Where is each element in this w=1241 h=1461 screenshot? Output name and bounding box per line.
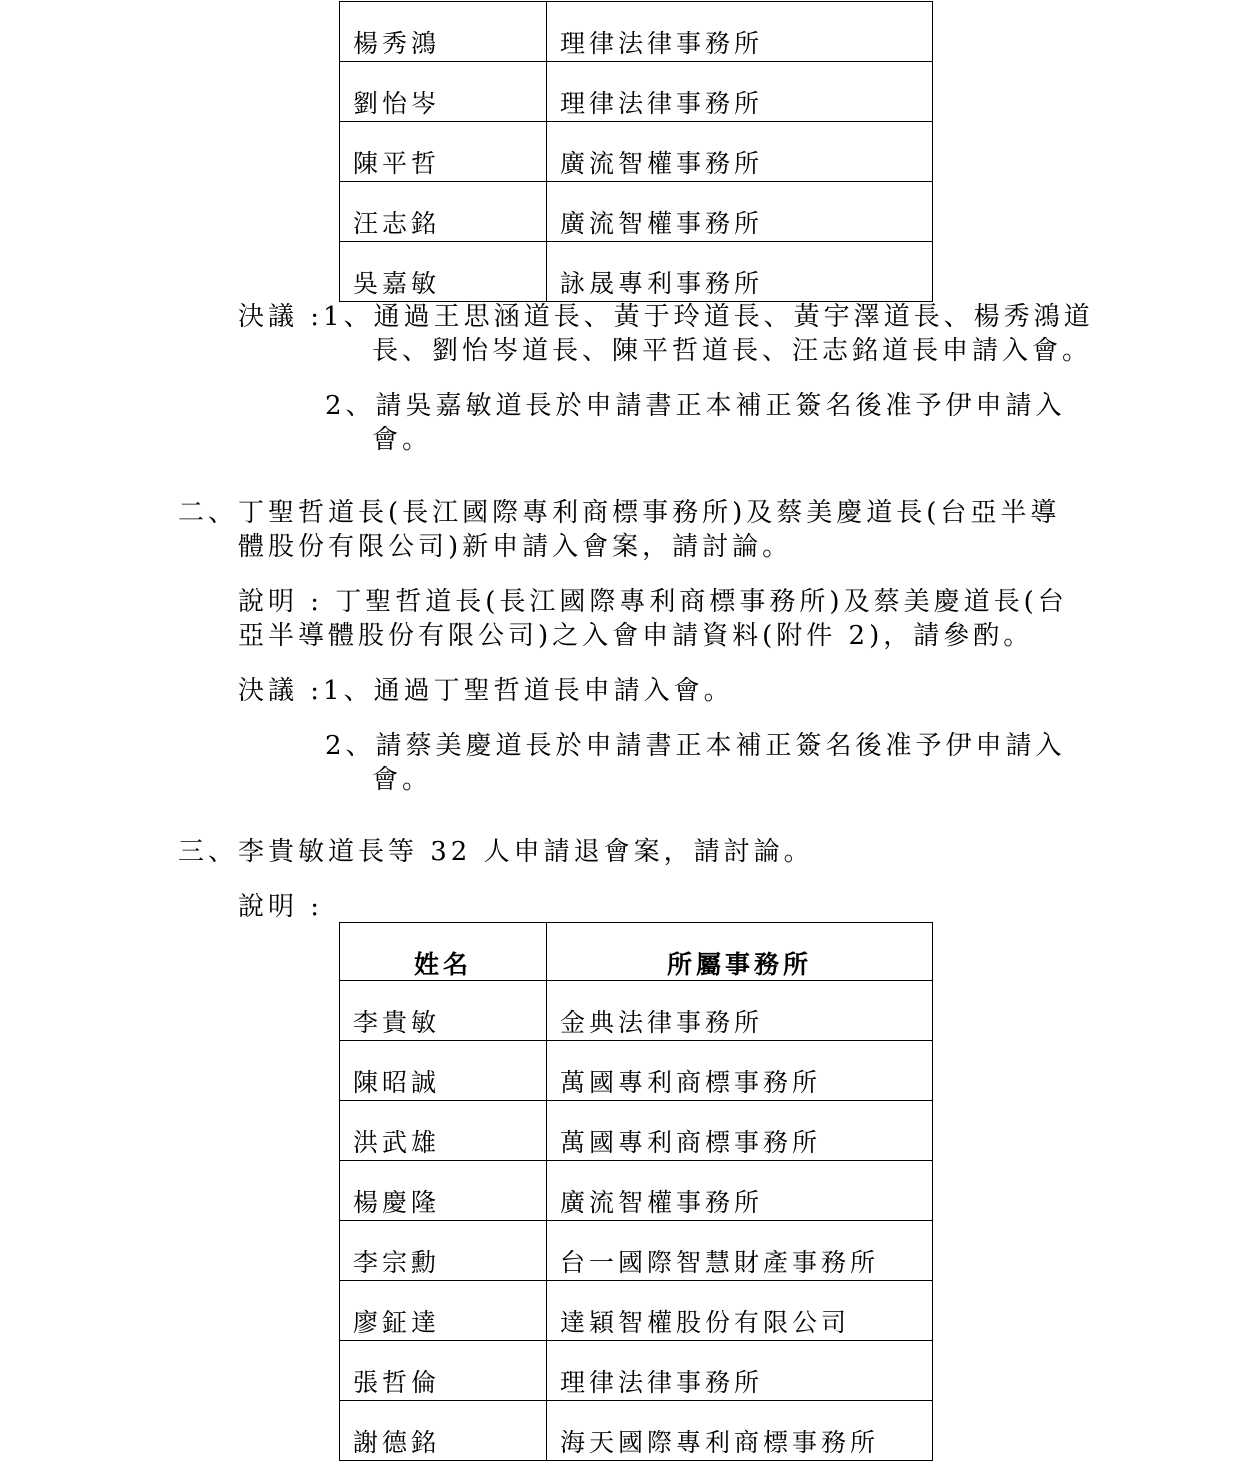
section3-heading: 三、李貴敏道長等 32 人申請退會案，請討論。 [178,837,814,867]
member-name: 汪志銘 [340,182,547,242]
resolution1-item2-line2: 會。 [372,425,433,455]
member-firm: 廣流智權事務所 [547,122,933,182]
member-firm: 理律法律事務所 [547,2,933,62]
table-row [340,2,933,62]
member-firm: 金典法律事務所 [547,981,933,1041]
column-header-name: 姓名 [340,923,547,981]
table-row [340,122,933,182]
member-name: 李貴敏 [340,981,547,1041]
table-row [340,1281,933,1341]
table-row [340,981,933,1041]
member-name: 劉怡岑 [340,62,547,122]
member-firm: 台一國際智慧財產事務所 [547,1221,933,1281]
member-name: 陳平哲 [340,122,547,182]
table-row [340,1101,933,1161]
member-name: 謝德銘 [340,1401,547,1461]
section2-resolution-item2-line2: 會。 [372,765,433,795]
section2-heading-line2: 體股份有限公司)新申請入會案，請討論。 [238,532,793,562]
section2-resolution-item2-line1: 2、請蔡美慶道長於申請書正本補正簽名後准予伊申請入 [325,731,1066,761]
member-name: 洪武雄 [340,1101,547,1161]
member-firm: 廣流智權事務所 [547,1161,933,1221]
section3-explain-label: 說明 : [238,892,324,922]
column-header-firm: 所屬事務所 [547,923,933,981]
table-row [340,1401,933,1461]
member-name: 楊慶隆 [340,1161,547,1221]
member-firm: 理律法律事務所 [547,62,933,122]
member-firm: 詠晟專利事務所 [547,242,933,302]
member-name: 張哲倫 [340,1341,547,1401]
table-row [340,62,933,122]
resolution1-item2-line1: 2、請吳嘉敏道長於申請書正本補正簽名後准予伊申請入 [325,391,1066,421]
member-name: 李宗勳 [340,1221,547,1281]
section2-explain-line1: 說明 : 丁聖哲道長(長江國際專利商標事務所)及蔡美慶道長(台 [238,587,1068,617]
member-firm: 達穎智權股份有限公司 [547,1281,933,1341]
member-name: 楊秀鴻 [340,2,547,62]
member-name: 廖鉦達 [340,1281,547,1341]
member-firm: 理律法律事務所 [547,1341,933,1401]
withdrawal-member-table [339,922,933,1461]
table-row [340,1341,933,1401]
member-name: 陳昭誠 [340,1041,547,1101]
member-firm: 廣流智權事務所 [547,182,933,242]
member-table-top [339,1,933,302]
member-firm: 海天國際專利商標事務所 [547,1401,933,1461]
table-header-row [340,923,933,981]
member-firm: 萬國專利商標事務所 [547,1041,933,1101]
table-row [340,1221,933,1281]
resolution1-item1-line2: 長、劉怡岑道長、陳平哲道長、汪志銘道長申請入會。 [372,336,1093,366]
table-row [340,242,933,302]
section2-resolution-item1: 決議 :1、通過丁聖哲道長申請入會。 [238,676,734,706]
section2-heading-line1: 二、丁聖哲道長(長江國際專利商標事務所)及蔡美慶道長(台亞半導 [178,498,1061,528]
member-name: 吳嘉敏 [340,242,547,302]
section2-explain-line2: 亞半導體股份有限公司)之入會申請資料(附件 2)，請參酌。 [238,621,1034,651]
member-firm: 萬國專利商標事務所 [547,1101,933,1161]
table-row [340,1161,933,1221]
table-row [340,182,933,242]
table-row [340,1041,933,1101]
resolution1-item1-line1: 決議 :1、通過王思涵道長、黃于玲道長、黃宇澤道長、楊秀鴻道 [238,302,1094,332]
